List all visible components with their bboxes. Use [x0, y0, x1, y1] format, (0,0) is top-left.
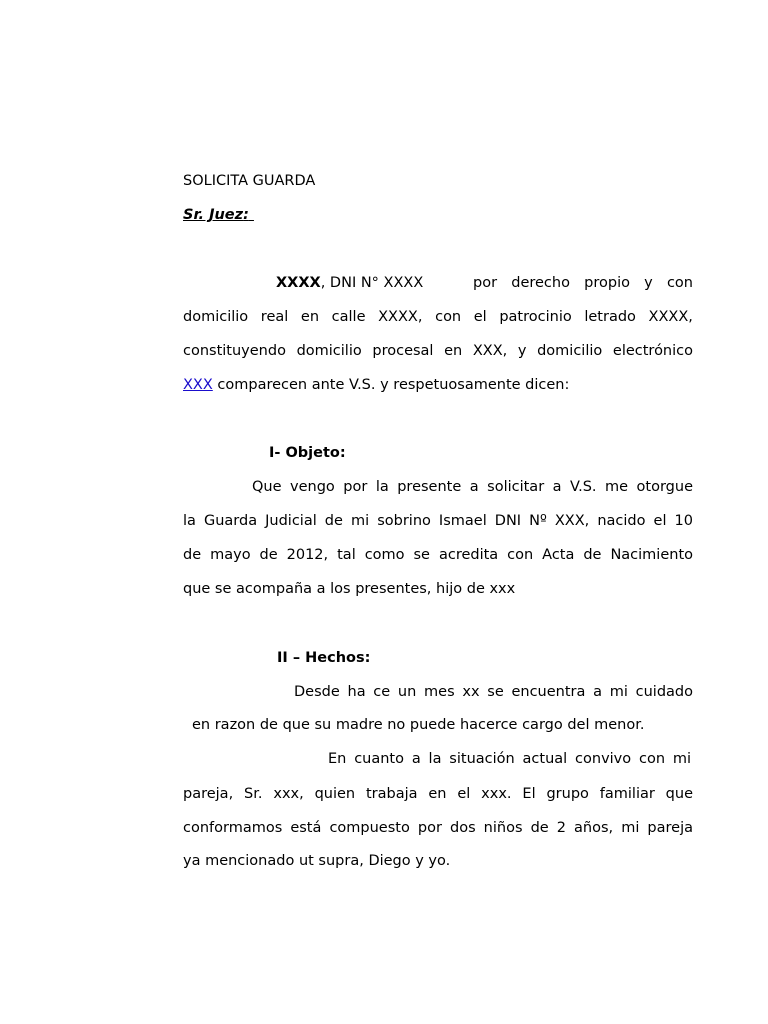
intro-word: derecho — [511, 275, 570, 291]
intro-word: patrocinio — [499, 309, 572, 325]
section-2-line-3: En cuanto a la situación actual convivo con mi — [328, 751, 691, 767]
intro-name: XXXX — [276, 275, 321, 291]
section-2-line-1: Desde ha ce un mes xx se encuentra a mi cuidado — [294, 684, 693, 700]
intro-line-3: constituyendo domicilio procesal en XXX, y domicilio electrónico — [183, 343, 693, 359]
section-2-title-text: II – Hechos: — [277, 650, 371, 666]
intro-line-4 — [183, 376, 569, 394]
section-1-title-text: I- Objeto: — [269, 445, 346, 461]
intro-word: en — [300, 309, 320, 325]
intro-line-2 — [183, 308, 693, 326]
intro-word: y — [644, 275, 653, 291]
section-1-title — [269, 444, 346, 462]
intro-line-1-tail — [473, 274, 693, 292]
intro-word: real — [260, 309, 289, 325]
intro-word: XXXX, — [648, 309, 693, 325]
intro-word: domicilio — [183, 309, 249, 325]
section-1-line-4: que se acompaña a los presentes, hijo de xxx — [183, 581, 516, 597]
intro-dni: , DNI N° XXXX — [320, 275, 424, 291]
intro-line-4-text: comparecen ante V.S. y respetuosamente dicen: — [212, 377, 570, 393]
intro-word: el — [473, 309, 487, 325]
email-link[interactable]: XXX — [183, 377, 213, 393]
salutation-text: Sr. Juez — [183, 207, 244, 223]
section-2-line-5: conformamos está compuesto por dos niños de 2 años, mi pareja — [183, 820, 693, 836]
intro-word: calle — [331, 309, 366, 325]
salutation-colon: : — [243, 207, 249, 223]
intro-word: propio — [584, 275, 630, 291]
intro-word: XXXX, — [378, 309, 423, 325]
intro-word: con — [666, 275, 693, 291]
section-2-line-2: en razon de que su madre no puede hacerce cargo del menor. — [192, 717, 645, 733]
intro-word: por — [473, 275, 498, 291]
intro-line-1-start — [276, 274, 423, 292]
salutation — [183, 206, 254, 224]
intro-word: con — [435, 309, 462, 325]
section-1-line-3: de mayo de 2012, tal como se acredita con Acta de Nacimiento — [183, 547, 693, 563]
section-2-line-6: ya mencionado ut supra, Diego y yo. — [183, 853, 451, 869]
document-heading: SOLICITA GUARDA — [183, 173, 316, 189]
section-1-line-2: la Guarda Judicial de mi sobrino Ismael DNI Nº XXX, nacido el 10 — [183, 513, 693, 529]
section-2-line-4: pareja, Sr. xxx, quien trabaja en el xxx. El grupo familiar que — [183, 786, 693, 802]
section-2-title — [277, 649, 370, 667]
intro-word: letrado — [584, 309, 636, 325]
section-1-line-1: Que vengo por la presente a solicitar a V.S. me otorgue — [252, 479, 693, 495]
